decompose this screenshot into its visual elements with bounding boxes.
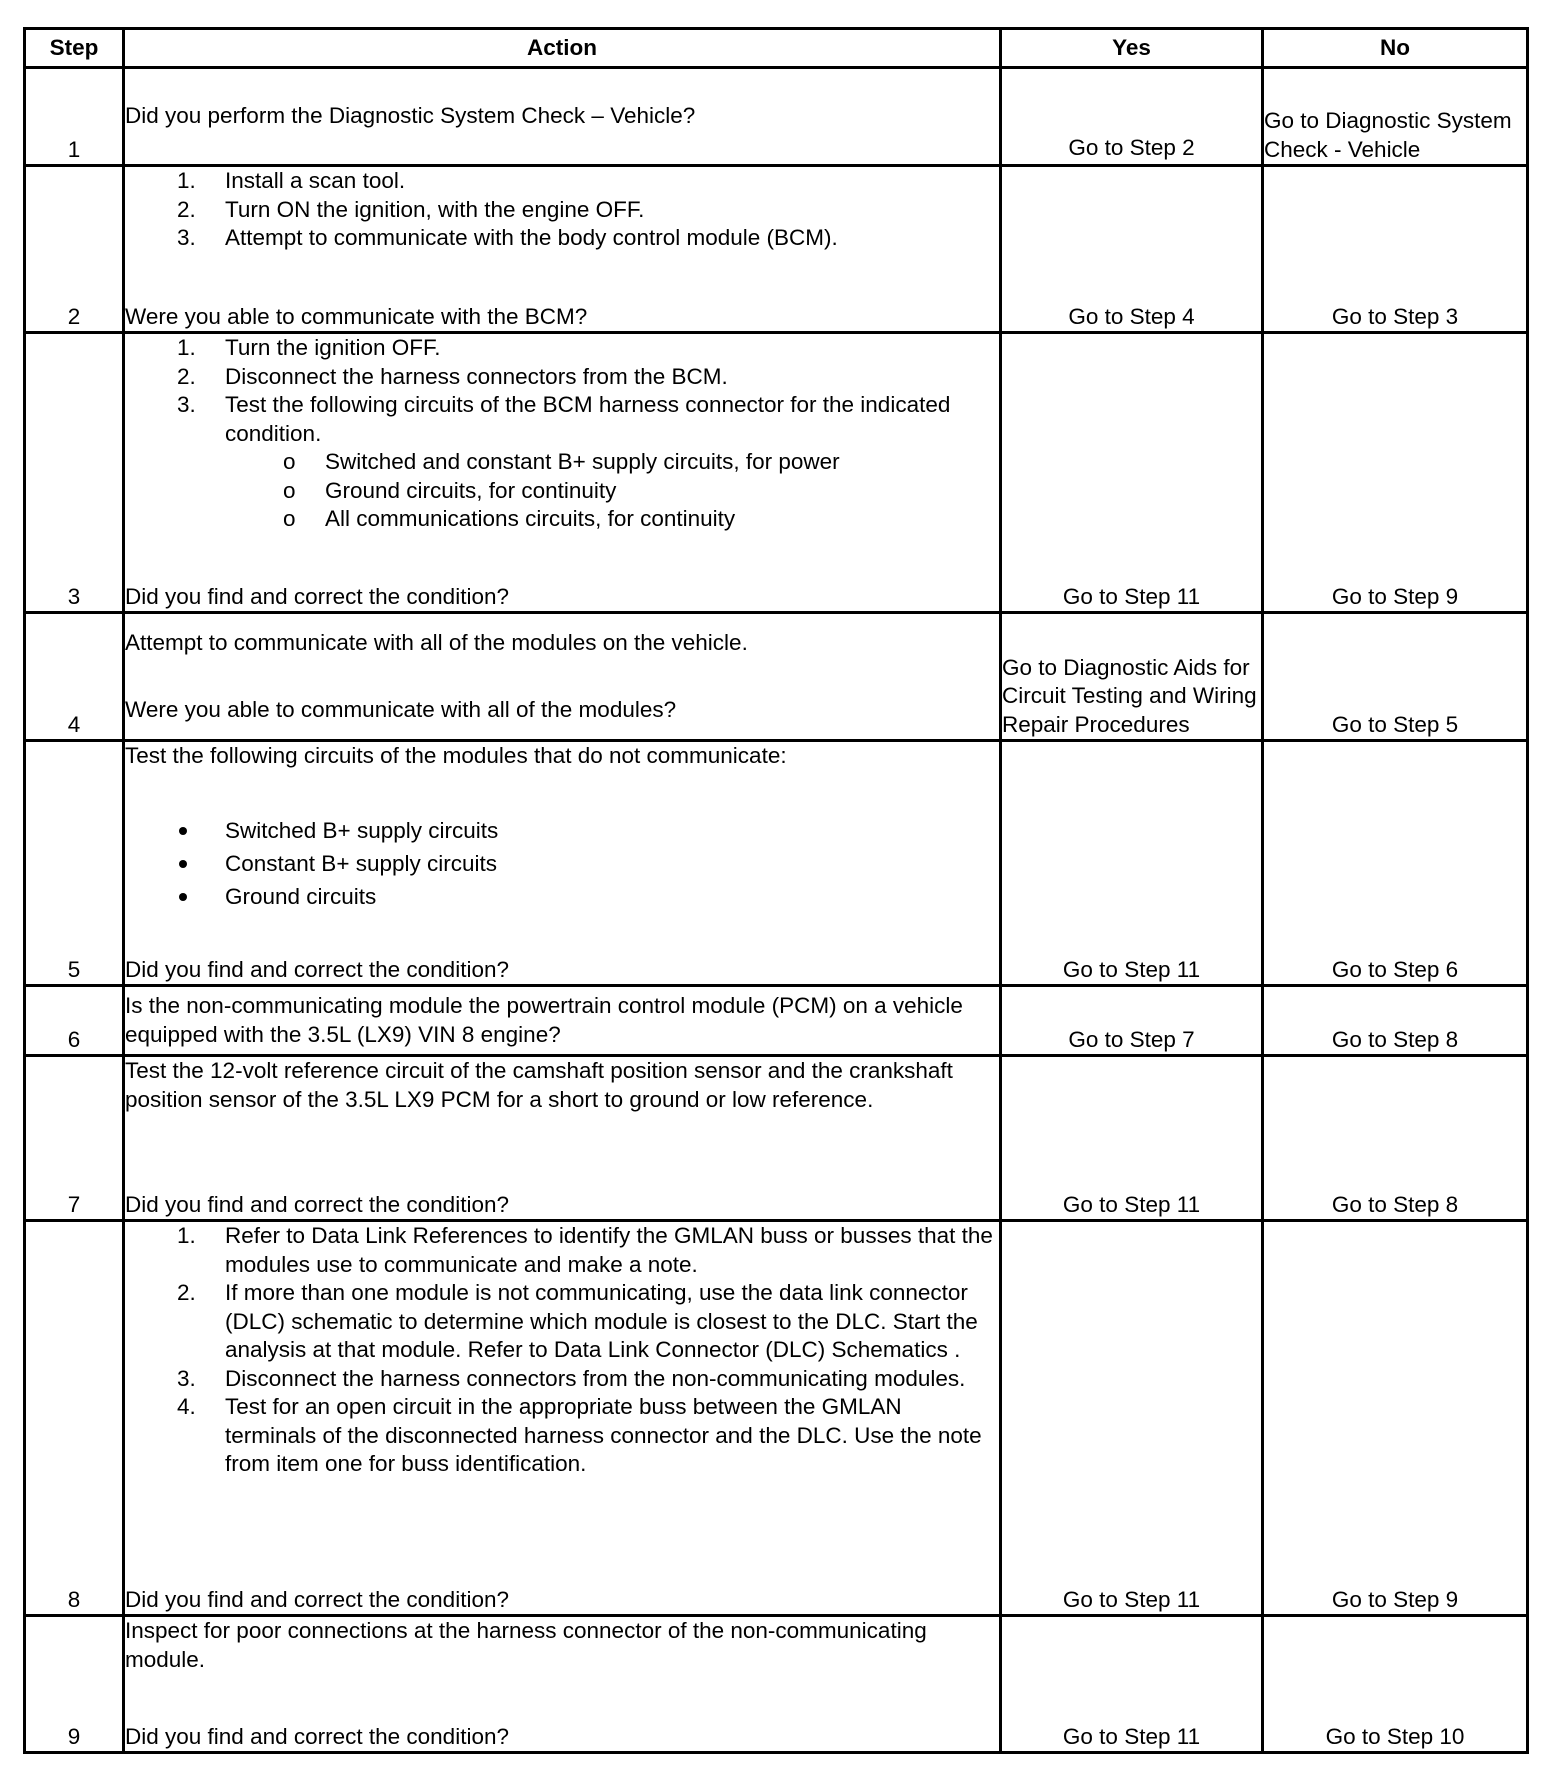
table-row bbox=[25, 1616, 1528, 1753]
action-question: Did you find and correct the condition? bbox=[125, 1191, 509, 1217]
action-question: Were you able to communicate with the BCM? bbox=[125, 303, 588, 329]
list-item: 3. Test the following circuits of the BCM harness connector for the indicated condition. bbox=[177, 392, 951, 446]
list-item: 3. Disconnect the harness connectors from the non-communicating modules. bbox=[177, 1365, 966, 1391]
bullet-dot bbox=[179, 827, 187, 835]
list-item: 2. Disconnect the harness connectors from the BCM. bbox=[177, 363, 728, 389]
yes-cell: Go to Step 11 bbox=[1001, 333, 1263, 613]
step-number: 1 bbox=[25, 68, 124, 166]
table-row bbox=[25, 613, 1528, 741]
action-intro: Inspect for poor connections at the harness connector of the non-communicating module. bbox=[125, 1618, 927, 1672]
action-intro: Test the 12-volt reference circuit of the camshaft position sensor and the crankshaft position sensor of the 3.5L LX9 PCM for a short to ground or low reference. bbox=[125, 1058, 953, 1112]
step-number: 9 bbox=[25, 1616, 124, 1753]
action-steps bbox=[125, 334, 999, 448]
no-cell: Go to Step 6 bbox=[1263, 741, 1528, 986]
table-row bbox=[25, 986, 1528, 1056]
no-cell: Go to Step 9 bbox=[1263, 1221, 1528, 1616]
action-question: Were you able to communicate with all of the modules? bbox=[125, 697, 677, 722]
list-item: o All communications circuits, for continuity bbox=[283, 506, 736, 531]
action-cell bbox=[124, 613, 1001, 741]
header-row bbox=[25, 29, 1528, 68]
yes-cell: Go to Step 11 bbox=[1001, 741, 1263, 986]
step-number: 2 bbox=[25, 166, 124, 333]
action-subitems bbox=[125, 448, 999, 534]
action-question: Is the non-communicating module the powertrain control module (PCM) on a vehicle equipped with the 3.5L (LX9) VIN 8 engine? bbox=[125, 993, 963, 1047]
step-number: 8 bbox=[25, 1221, 124, 1616]
yes-cell: Go to Step 11 bbox=[1001, 1616, 1263, 1753]
bullet-dot bbox=[179, 860, 187, 868]
yes-cell: Go to Step 11 bbox=[1001, 1056, 1263, 1221]
no-cell: Go to Step 9 bbox=[1263, 333, 1528, 613]
list-item: 2. Turn ON the ignition, with the engine OFF. bbox=[177, 196, 645, 222]
yes-cell: Go to Step 4 bbox=[1001, 166, 1263, 333]
step-number: 4 bbox=[25, 613, 124, 741]
table-row bbox=[25, 1221, 1528, 1616]
action-cell bbox=[124, 333, 1001, 613]
list-item: 2. If more than one module is not communicating, use the data link connector (DLC) schematic to determine which module is closest to the DLC. Start the analysis at that module. Refer to Data Link Connector (DLC) Schematics . bbox=[177, 1280, 978, 1362]
list-item: Constant B+ supply circuits bbox=[125, 847, 999, 880]
table-row bbox=[25, 68, 1528, 166]
action-cell bbox=[124, 1221, 1001, 1616]
yes-cell: Go to Step 11 bbox=[1001, 1221, 1263, 1616]
action-steps bbox=[125, 1222, 999, 1479]
action-question: Did you perform the Diagnostic System Check – Vehicle? bbox=[125, 103, 696, 129]
step-number: 6 bbox=[25, 986, 124, 1056]
no-cell: Go to Step 10 bbox=[1263, 1616, 1528, 1753]
action-question: Did you find and correct the condition? bbox=[125, 1723, 509, 1749]
action-intro: Test the following circuits of the modules that do not communicate: bbox=[125, 743, 787, 768]
action-cell bbox=[124, 68, 1001, 166]
list-item: 3. Attempt to communicate with the body control module (BCM). bbox=[177, 225, 838, 250]
table-row bbox=[25, 1056, 1528, 1221]
step-number: 7 bbox=[25, 1056, 124, 1221]
list-item: Ground circuits bbox=[125, 880, 999, 913]
no-cell: Go to Diagnostic System Check - Vehicle bbox=[1263, 68, 1528, 166]
list-item: 1. Refer to Data Link References to identify the GMLAN buss or busses that the modules use to communicate and make a note. bbox=[177, 1223, 993, 1277]
step-number: 5 bbox=[25, 741, 124, 986]
action-question: Did you find and correct the condition? bbox=[125, 583, 509, 609]
header-no: No bbox=[1263, 29, 1528, 68]
table-row bbox=[25, 741, 1528, 986]
list-item: o Ground circuits, for continuity bbox=[283, 477, 617, 503]
action-intro: Attempt to communicate with all of the modules on the vehicle. bbox=[125, 629, 748, 655]
table-row bbox=[25, 166, 1528, 333]
action-question: Did you find and correct the condition? bbox=[125, 956, 509, 982]
no-cell: Go to Step 8 bbox=[1263, 986, 1528, 1056]
action-cell bbox=[124, 1616, 1001, 1753]
no-cell: Go to Step 5 bbox=[1263, 613, 1528, 741]
yes-cell: Go to Step 7 bbox=[1001, 986, 1263, 1056]
action-cell bbox=[124, 986, 1001, 1056]
action-question: Did you find and correct the condition? bbox=[125, 1586, 509, 1612]
no-cell: Go to Step 8 bbox=[1263, 1056, 1528, 1221]
bullet-dot bbox=[179, 893, 187, 901]
step-number: 3 bbox=[25, 333, 124, 613]
list-item: 1. Install a scan tool. bbox=[177, 168, 406, 193]
yes-cell: Go to Step 2 bbox=[1001, 68, 1263, 166]
list-item: 1. Turn the ignition OFF. bbox=[177, 335, 441, 360]
action-cell bbox=[124, 741, 1001, 986]
table-row bbox=[25, 333, 1528, 613]
action-steps bbox=[125, 167, 999, 253]
header-step: Step bbox=[25, 29, 124, 68]
no-cell: Go to Step 3 bbox=[1263, 166, 1528, 333]
header-yes: Yes bbox=[1001, 29, 1263, 68]
list-item: 4. Test for an open circuit in the appropriate buss between the GMLAN terminals of the disconnected harness connector and the DLC. Use the note from item one for buss identification. bbox=[177, 1394, 982, 1476]
action-cell bbox=[124, 1056, 1001, 1221]
diagnostic-table bbox=[23, 27, 1529, 1754]
list-item: o Switched and constant B+ supply circuits, for power bbox=[283, 449, 840, 474]
yes-cell: Go to Diagnostic Aids for Circuit Testing and Wiring Repair Procedures bbox=[1001, 613, 1263, 741]
action-cell bbox=[124, 166, 1001, 333]
header-action: Action bbox=[124, 29, 1001, 68]
action-bullets bbox=[125, 814, 999, 913]
list-item: Switched B+ supply circuits bbox=[125, 814, 999, 847]
